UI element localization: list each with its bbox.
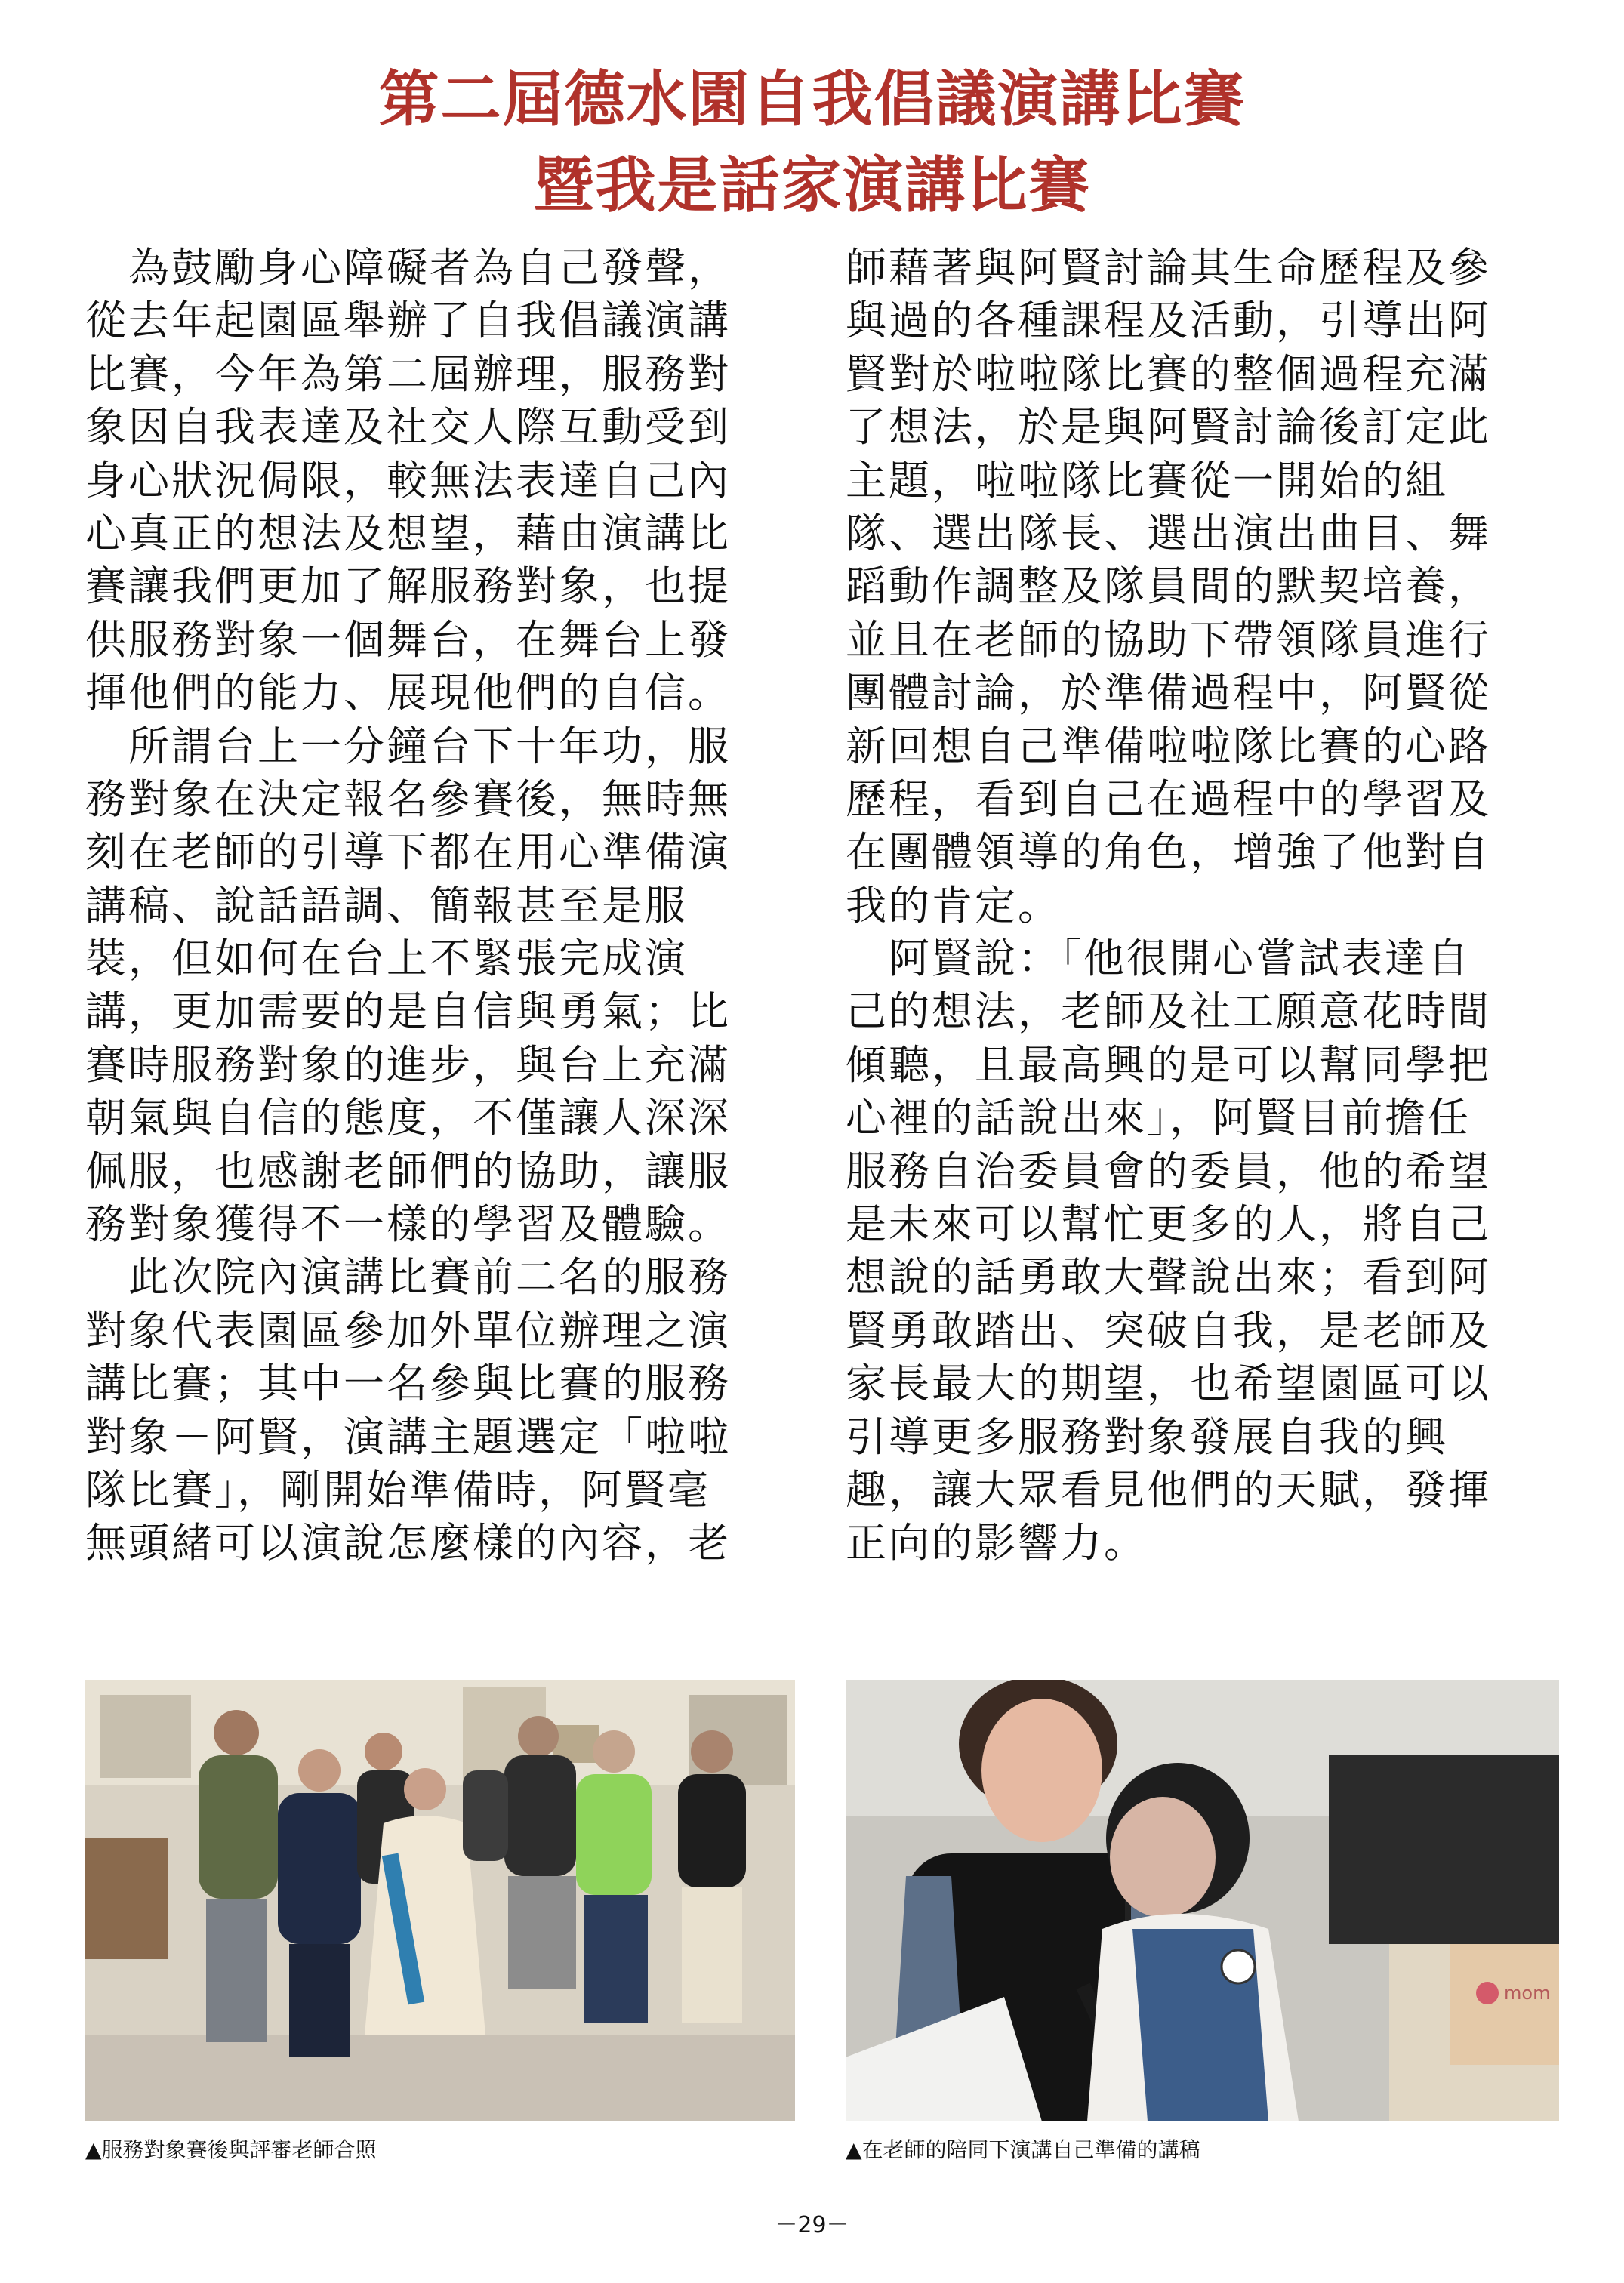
article-line: 講，更加需要的是自信與勇氣；比 (85, 987, 731, 1036)
article-line: 新回想自己準備啦啦隊比賽的心路 (846, 722, 1491, 770)
article-line: 與過的各種課程及活動，引導出阿 (846, 297, 1491, 345)
article-line: 歷程，看到自己在過程中的學習及 (846, 775, 1491, 823)
article-line: 蹈動作調整及隊員間的默契培養， (846, 562, 1491, 611)
article-line: 刻在老師的引導下都在用心準備演 (85, 828, 731, 877)
article-line: 務對象獲得不一樣的學習及體驗。 (85, 1200, 731, 1249)
article-column-right (846, 242, 1564, 1570)
article-line: 此次院內演講比賽前二名的服務 (85, 1253, 731, 1302)
article-line: 從去年起園區舉辦了自我倡議演講 (85, 297, 731, 345)
group-photo (85, 1680, 795, 2121)
article-line: 了想法，於是與阿賢討論後訂定此 (846, 403, 1491, 451)
photo-caption-left: ▲服務對象賽後與評審老師合照 (85, 2137, 377, 2162)
article-line: 心裡的話說出來」，阿賢目前擔任 (846, 1094, 1471, 1142)
article-line: 阿賢說：「他很開心嘗試表達自 (846, 935, 1471, 983)
article-line: 隊比賽」，剛開始準備時，阿賢毫 (85, 1465, 710, 1514)
title-line-1: 第二屆德水園自我倡議演講比賽 (378, 64, 1246, 134)
article-line: 講稿、說話語調、簡報甚至是服 (85, 881, 688, 929)
article-line: 賽時服務對象的進步，與台上充滿 (85, 1040, 731, 1089)
article-line: 朝氣與自信的態度，不僅讓人深深 (85, 1094, 731, 1142)
article-line: 務對象在決定報名參賽後，無時無 (85, 775, 731, 823)
article-line: 供服務對象一個舞台，在舞台上發 (85, 615, 731, 664)
article-line: 家長最大的期望，也希望園區可以 (846, 1360, 1491, 1408)
article-line: 賢對於啦啦隊比賽的整個過程充滿 (846, 350, 1491, 398)
article-line: 服務自治委員會的委員，他的希望 (846, 1147, 1491, 1195)
article-line: 趣，讓大眾看見他們的天賦，發揮 (846, 1465, 1491, 1514)
photo-caption-right: ▲在老師的陪同下演講自己準備的講稿 (846, 2137, 1200, 2162)
box-logo-icon (1476, 1982, 1499, 2004)
article-line: 賽讓我們更加了解服務對象，也提 (85, 562, 731, 611)
box-label: mom (1504, 1983, 1551, 2004)
title-line-2: 暨我是話家演講比賽 (533, 150, 1091, 220)
article-line: 在團體領導的角色，增強了他對自 (846, 828, 1491, 877)
article-line: 主題，啦啦隊比賽從一開始的組 (846, 456, 1448, 504)
article-line: 是未來可以幫忙更多的人，將自己 (846, 1200, 1491, 1249)
article-line: 隊、選出隊長、選出演出曲目、舞 (846, 509, 1491, 557)
article-line: 對象代表園區參加外單位辦理之演 (85, 1306, 731, 1354)
article-line: 團體討論，於準備過程中，阿賢從 (846, 669, 1491, 717)
article-line: 象因自我表達及社交人際互動受到 (85, 403, 731, 451)
article-line: 心真正的想法及想望，藉由演講比 (85, 509, 731, 557)
article-line: 揮他們的能力、展現他們的自信。 (85, 669, 731, 717)
article-line: 無頭緒可以演說怎麼樣的內容，老 (85, 1519, 731, 1567)
article-line: 為鼓勵身心障礙者為自己發聲， (85, 244, 731, 291)
article-line: 並且在老師的協助下帶領隊員進行 (846, 615, 1491, 664)
article-line: 我的肯定。 (846, 881, 1061, 929)
article-line: 講比賽；其中一名參與比賽的服務 (85, 1360, 731, 1408)
article-line: 想說的話勇敢大聲說出來；看到阿 (846, 1253, 1491, 1302)
page-number: －29－ (775, 2212, 849, 2238)
speech-photo (846, 1680, 1559, 2121)
article-line: 己的想法，老師及社工願意花時間 (846, 987, 1491, 1036)
article-line: 正向的影響力。 (846, 1519, 1147, 1567)
article-line: 引導更多服務對象發展自我的興 (846, 1413, 1448, 1461)
article-line: 師藉著與阿賢討論其生命歷程及參 (846, 244, 1491, 291)
article-column-left (85, 242, 804, 1570)
article-line: 身心狀況侷限，較無法表達自己內 (85, 456, 731, 504)
article-line: 賢勇敢踏出、突破自我，是老師及 (846, 1306, 1491, 1354)
article-line: 傾聽，且最高興的是可以幫同學把 (846, 1040, 1491, 1089)
article-line: 比賽，今年為第二屆辦理，服務對 (85, 350, 731, 398)
article-line: 所謂台上一分鐘台下十年功，服 (85, 722, 731, 770)
article-line: 對象－阿賢，演講主題選定「啦啦 (85, 1413, 731, 1461)
article-line: 裝，但如何在台上不緊張完成演 (85, 935, 688, 983)
article-line: 佩服，也感謝老師們的協助，讓服 (85, 1147, 731, 1195)
